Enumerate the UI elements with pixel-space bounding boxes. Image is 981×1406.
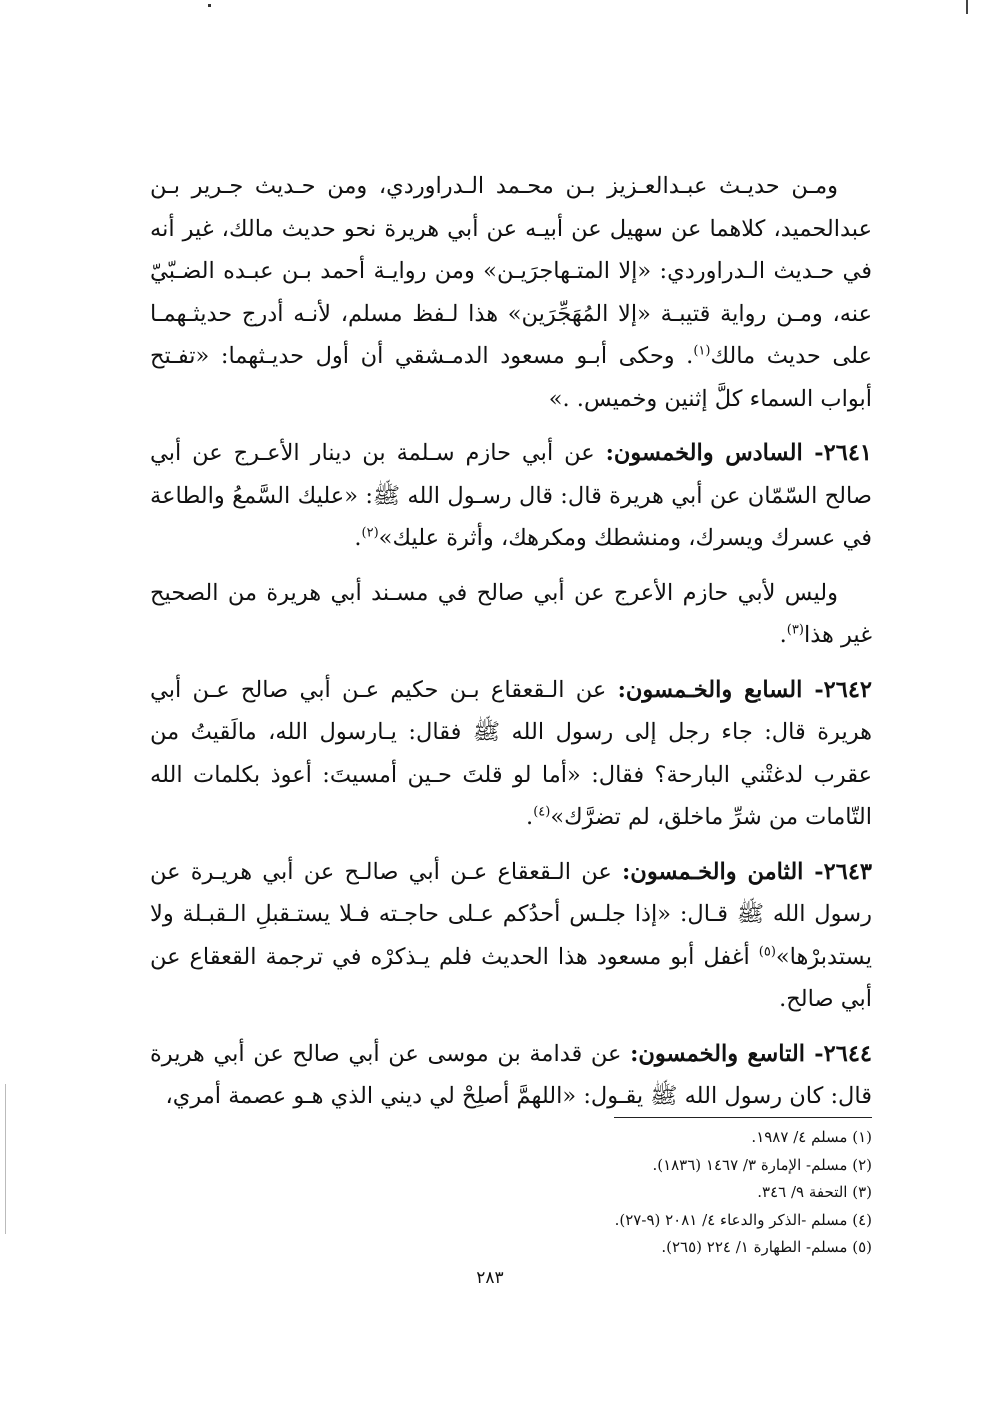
hadith-2642: ٢٦٤٢- السابع والخـمسون: عن الـقعقاع بـن حكيم عـن أبي صالح عـن أبي هريرة قال: جاء رجل إلى رسول الله ﷺ فقال: يـارسول الله، مالَقيتُ من عقرب لدغتْني البارحة؟ فقال: «أما لو قلتَ حـين أمسيتَ: أعوذ بكلمات الله التّامات من شرِّ ماخلق، لم تضرَّك»$^{(٤)}$. [150,676,872,830]
hadith-heading: - التاسع والخمسون: [630,1040,824,1067]
hadith-number: ٢٦٤٣ [823,858,872,885]
hadith-2641: ٢٦٤١- السادس والخمسون: عن أبي حازم سـلمة بن دينار الأعـرج عن أبي صالح السّمّان عن أبي هريرة قال: قال رسـول الله ﷺ: «عليك السَّمعُ والطاعة في عسرك ويسرك، ومنشطك ومكرهك، وأثرة عليك»$^{(٢)}$. [150,440,872,551]
hadith-number: ٢٦٤١ [823,440,872,466]
paragraph-intro: ومـن حديـث عبـدالعـزيز بـن محـمد الـدراوردي، ومن حـديث جـرير بـن عبدالحميد، كلاهما عن سهيل عن أبيـه عن أبي هريرة نحو حديث مالك، غير أنه في حـديث الـدراوردي: «إلا المتـهاجرَيـن» ومن روايـة أحمد بـن عبـده الضـبّيّ عنه، ومـن رواية قتيبـة «إلا المُهَجِّرَين» هذا لـفظ مسلم، لأنـه أدرج حديثـهمـا على حديث مالك$^{(١)}$. وحكى أبـو مسعود الدمـشقي أن أول حديـثهما: «تفـتح أبواب السماء كلَّ إثنين وخميس. .» [150,173,872,412]
hadith-number: ٢٦٤٢ [823,676,872,703]
footnote-1: (١) مسلم ٤/ ١٩٨٧. [751,1128,872,1146]
hadith-heading: - السادس والخمسون: [605,440,824,466]
hadith-heading: - الثامن والخـمسون: [622,858,824,885]
paragraph-comment: وليس لأبي حازم الأعرج عن أبي صالح في مسـند أبي هريرة من الصحيح غير هذا$^{(٣)}$. [150,579,872,648]
footnote-ref: (٤) [533,804,551,820]
footnote-divider [614,1117,872,1118]
main-text [150,165,872,1130]
hadith-heading: - السابع والخـمسون: [617,676,824,703]
hadith-number: ٢٦٤٤ [823,1040,872,1067]
footnote-2: (٢) مسلم- الإمارة ٣/ ١٤٦٧ (١٨٣٦). [652,1155,872,1174]
footnote-5: (٥) مسلم- الطهارة ١/ ٢٢٤ (٢٦٥). [661,1238,872,1256]
footnote-3: (٣) التحفة ٩/ ٣٤٦. [757,1183,872,1201]
hadith-2644: ٢٦٤٤- التاسع والخمسون: عن قدامة بن موسى عن أبي صالح عن أبي هريرة قال: كان رسول الله ﷺ يقـول: «اللهمَّ أصلِحْ لي ديني الذي هـو عصمة أمري، [150,1040,872,1109]
scan-speck [208,4,211,7]
footnotes [480,1124,872,1262]
footnote-ref: (٢) [361,525,379,541]
footnote-4: (٤) مسلم -الذكر والدعاء ٤/ ٢٠٨١ (٩-٢٧). [614,1210,872,1229]
footnote-ref: (٣) [786,622,804,638]
footnote-ref: (٥) [758,944,776,959]
footnote-ref: (١) [693,343,711,359]
scan-edge-mark [966,0,968,14]
scan-edge-line [5,1084,6,1234]
page-number: ٢٨٣ [476,1268,504,1288]
hadith-2643: ٢٦٤٣- الثامن والخـمسون: عن الـقعقاع عـن أبي صالـح عن أبي هريـرة عن رسول الله ﷺ قـال: «إذا جلـس أحدُكم عـلى حاجـته فـلا يستـقبلِ الـقبـلة ولا يستدبرْها»$^{(٥)}$ أغفل أبو مسعود هذا الحديث فلم يـذكرْه في ترجمة القعقاع عن أبي صالح. [150,858,872,1012]
